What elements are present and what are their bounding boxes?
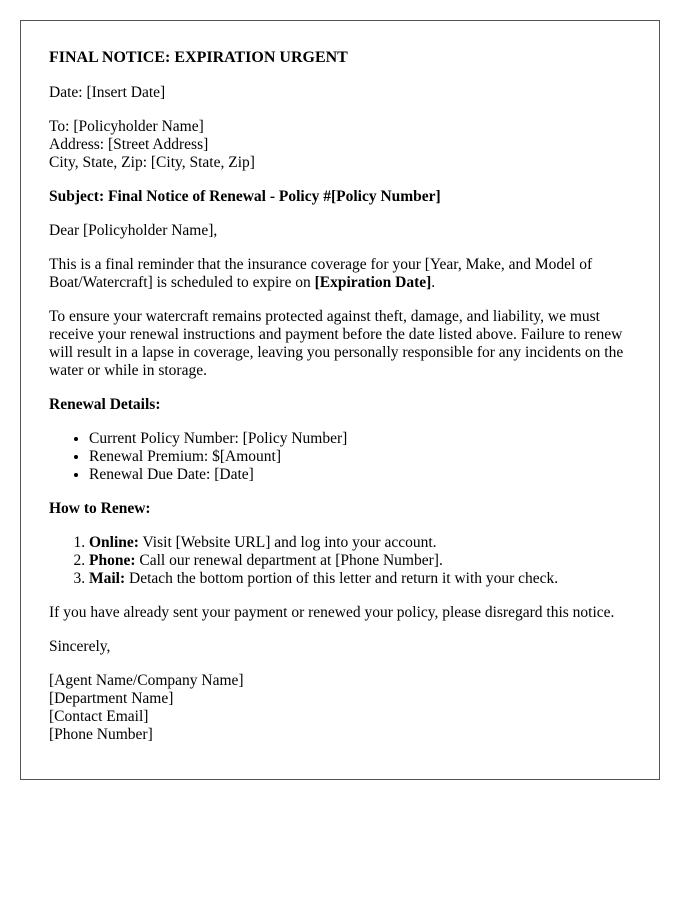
signature-phone: [Phone Number] <box>49 726 153 743</box>
signature-agent: [Agent Name/Company Name] <box>49 672 244 689</box>
reminder-end: . <box>431 274 436 291</box>
greeting: Dear [Policyholder Name], <box>49 222 218 239</box>
signature-email: [Contact Email] <box>49 708 149 725</box>
signature-department: [Department Name] <box>49 690 174 707</box>
date-line: Date: [Insert Date] <box>49 84 166 101</box>
subject-line: Subject: Final Notice of Renewal - Policy #[Policy Number] <box>49 188 441 205</box>
recipient-block <box>49 118 631 172</box>
method-text: Visit [Website URL] and log into your account. <box>138 534 437 551</box>
method-label: Phone: <box>89 552 136 569</box>
recipient-address: Address: [Street Address] <box>49 136 209 153</box>
expiration-date: [Expiration Date] <box>314 274 432 291</box>
method-label: Online: <box>89 534 139 551</box>
method-label: Mail: <box>89 570 126 587</box>
reminder-text: This is a final reminder that the insurance coverage for your [Year, Make, and Model of Boat/Watercraft] is scheduled to expire on <box>49 256 593 291</box>
letter-title: FINAL NOTICE: EXPIRATION URGENT <box>49 49 348 66</box>
recipient-to: To: [Policyholder Name] <box>49 118 204 135</box>
method-text: Detach the bottom portion of this letter and return it with your check. <box>125 570 559 587</box>
how-to-renew-list <box>49 534 631 588</box>
method-text: Call our renewal department at [Phone Number]. <box>135 552 443 569</box>
recipient-city: City, State, Zip: [City, State, Zip] <box>49 154 255 171</box>
renewal-detail-item: • Renewal Premium: $[Amount] <box>89 448 631 466</box>
protection-paragraph: To ensure your watercraft remains protected against theft, damage, and liability, we must receive your renewal instructions and payment before the date listed above. Failure to renew will result in a lapse in coverage, leaving you personally responsible for any incidents on the water or while in storage. <box>49 308 624 379</box>
renewal-details-list <box>49 430 631 484</box>
renew-method-online <box>89 534 631 552</box>
how-to-renew-heading: How to Renew: <box>49 500 151 517</box>
reminder-paragraph <box>49 256 631 292</box>
renewal-detail-item: • Renewal Due Date: [Date] <box>89 466 631 484</box>
renew-method-phone <box>89 552 631 570</box>
renewal-details-heading: Renewal Details: <box>49 396 161 413</box>
closing: Sincerely, <box>49 638 111 655</box>
disregard-note: If you have already sent your payment or renewed your policy, please disregard this notice. <box>49 604 615 621</box>
renew-method-mail <box>89 570 631 588</box>
letter-page <box>20 20 660 780</box>
renewal-detail-item: • Current Policy Number: [Policy Number] <box>89 430 631 448</box>
signature-block <box>49 672 631 744</box>
